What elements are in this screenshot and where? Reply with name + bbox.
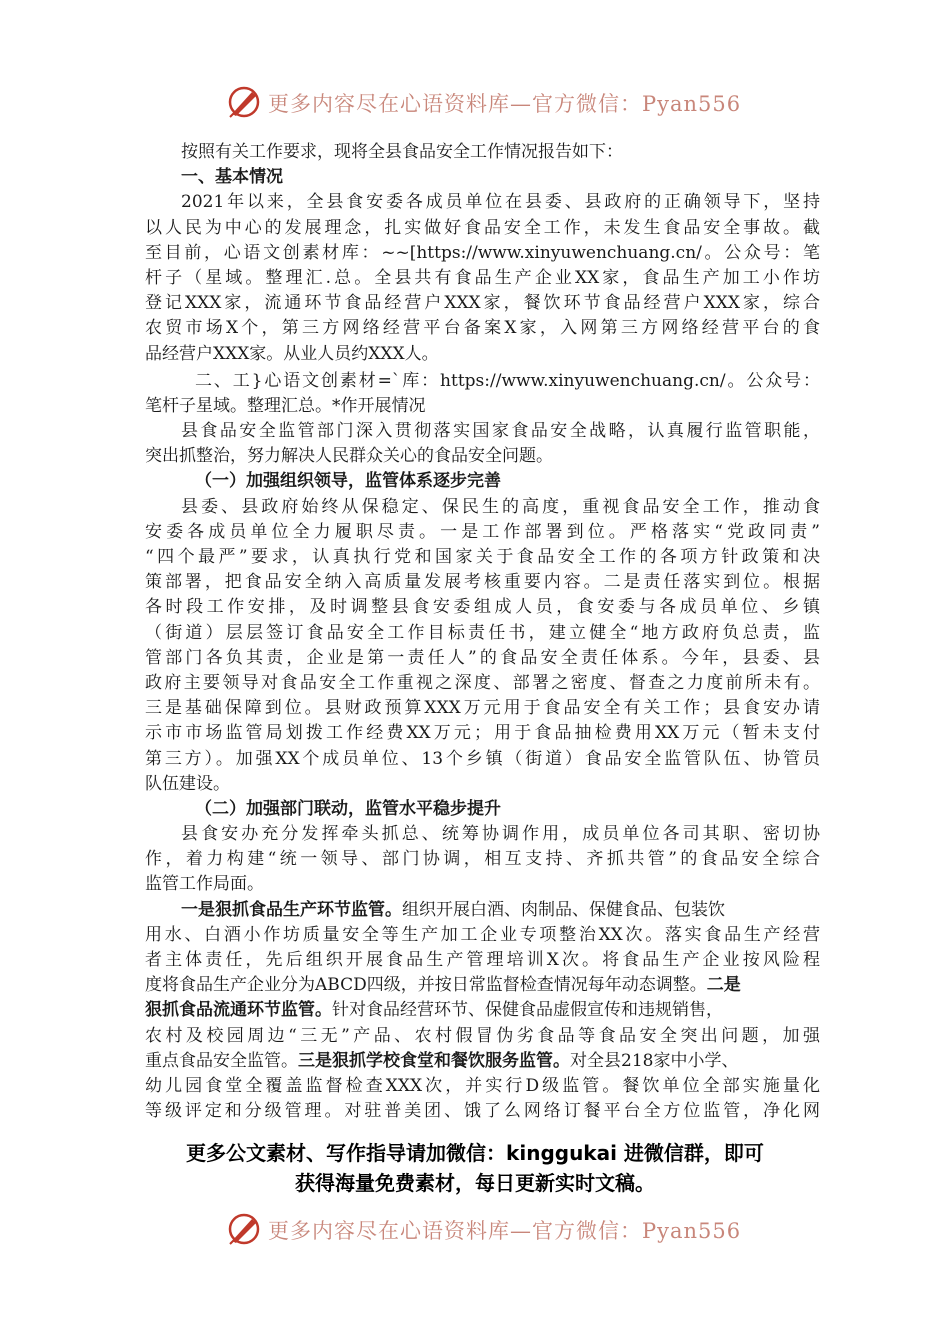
paragraph-line	[145, 898, 820, 923]
paragraph-line: 队伍建设。	[145, 773, 230, 794]
text-run: 对全县218家中小学、	[570, 1050, 739, 1071]
paragraph-line: 三是基础保障到位。县财政预算XXX万元用于食品安全有关工作；县食安办请	[145, 698, 820, 719]
promo-line-2: 获得海量免费素材，每日更新实时文稿。	[295, 1171, 655, 1195]
paragraph-line: 笔杆子星域。整理汇总。*作开展情况	[145, 395, 426, 416]
intro-line: 按照有关工作要求，现将全县食品安全工作情况报告如下：	[181, 142, 623, 162]
pen-circle-logo-icon	[226, 1211, 262, 1247]
paragraph-line: 2021年以来，全县食安委各成员单位在县委、县政府的正确领导下，坚持	[181, 192, 820, 213]
promo-banner	[0, 1138, 950, 1198]
heading-work-progress: 二、工}心语文创素材=`库：https://www.xinyuwenchuang.cn/。公众号：	[195, 370, 820, 391]
paragraph-line: 县委、县政府始终从保稳定、保民生的高度，重视食品安全工作，推动食	[181, 496, 820, 517]
paragraph-line: 县食品安全监管部门深入贯彻落实国家食品安全战略，认真履行监管职能，	[181, 421, 820, 442]
promo-line-1: 更多公文素材、写作指导请加微信：kinggukai 进微信群，即可	[186, 1141, 764, 1165]
subheading-organization: （一）加强组织领导，监管体系逐步完善	[195, 471, 501, 492]
text-run: 度将食品生产企业分为ABCD四级，并按日常监督检查情况每年动态调整。	[145, 975, 707, 996]
paragraph-line	[145, 1049, 820, 1074]
paragraph-line: 者主体责任，先后组织开展食品生产管理培训X次。将食品生产企业按风险程	[145, 950, 820, 970]
watermark-text: 更多内容尽在心语资料库—官方微信：Pyan556	[268, 1219, 742, 1243]
paragraph-line: 作，着力构建“统一领导、部门协调，相互支持、齐抓共管”的食品安全综合	[145, 849, 820, 870]
paragraph-line: 用水、白酒小作坊质量安全等生产加工企业专项整治XX次。落实食品生产经营	[145, 924, 820, 945]
paragraph-line: 政府主要领导对食品安全工作重视之深度、部署之密度、督查之力度前所未有。	[145, 672, 820, 693]
paragraph-line: 农贸市场X个，第三方网络经营平台备案X家，入网第三方网络经营平台的食	[145, 318, 820, 339]
paragraph-line: “四个最严”要求，认真执行党和国家关于食品安全工作的各项方针政策和决	[145, 547, 820, 567]
text-run: 针对食品经营环节、保健食品虚假宣传和违规销售，	[332, 1000, 723, 1021]
bold-phrase: 一是狠抓食品生产环节监管。	[181, 899, 402, 920]
text-run: 重点食品安全监管。	[145, 1050, 298, 1071]
bold-phrase: 三是狠抓学校食堂和餐饮服务监管。	[298, 1050, 570, 1071]
paragraph-line: 突出抓整治，努力解决人民群众关心的食品安全问题。	[145, 446, 553, 467]
paragraph-line: （街道）层层签订食品安全工作目标责任书，建立健全“地方政府负总责，监	[145, 622, 820, 643]
document-body	[145, 140, 820, 1124]
paragraph-line: 农村及校园周边“三无”产品、农村假冒伪劣食品等食品安全突出问题，加强	[145, 1025, 820, 1046]
paragraph-line	[145, 998, 820, 1023]
paragraph-line: 策部署，把食品安全纳入高质量发展考核重要内容。二是责任落实到位。根据	[145, 572, 820, 593]
paragraph-line: 以人民为中心的发展理念，扎实做好食品安全工作，未发生食品安全事故。截	[145, 217, 820, 238]
paragraph-line: 品经营户XXX家。从业人员约XXX人。	[145, 343, 439, 364]
paragraph-line: 等级评定和分级管理。对驻普美团、饿了么网络订餐平台全方位监管，净化网	[145, 1101, 820, 1122]
bold-phrase: 狠抓食品流通环节监管。	[145, 1000, 332, 1021]
paragraph-line: 幼儿园食堂全覆盖监督检查XXX次，并实行D级监管。餐饮单位全部实施量化	[145, 1075, 820, 1096]
heading-basic-situation: 一、基本情况	[181, 167, 283, 188]
paragraph-line: 至目前，心语文创素材库：~~[https://www.xinyuwenchuang.cn/。公众号：笔	[145, 242, 820, 263]
paragraph-line: 监管工作局面。	[145, 874, 264, 895]
paragraph-line: 示市市场监管局划拨工作经费XX万元；用于食品抽检费用XX万元（暂未支付	[145, 723, 820, 744]
paragraph-line: 各时段工作安排，及时调整县食安委组成人员，食安委与各成员单位、乡镇	[145, 597, 820, 618]
subheading-coordination: （二）加强部门联动，监管水平稳步提升	[195, 798, 501, 819]
paragraph-line: 县食安办充分发挥牵头抓总、统筹协调作用，成员单位各司其职、密切协	[181, 824, 820, 845]
paragraph-line: 杆子（星域。整理汇.总。全县共有食品生产企业XX家，食品生产加工小作坊	[145, 267, 820, 288]
footer-watermark	[0, 1209, 950, 1249]
header-watermark	[0, 82, 950, 122]
paragraph-line: 第三方）。加强XX个成员单位、13个乡镇（街道）食品安全监管队伍、协管员	[145, 748, 820, 769]
paragraph-line: 安委各成员单位全力履职尽责。一是工作部署到位。严格落实“党政同责”	[145, 521, 820, 542]
pen-circle-logo-icon	[226, 84, 262, 120]
paragraph-line: 登记XXX家，流通环节食品经营户XXX家，餐饮环节食品经营户XXX家，综合	[145, 293, 820, 314]
text-run: 组织开展白酒、肉制品、保健食品、包装饮	[402, 899, 725, 920]
paragraph-line	[145, 973, 820, 998]
paragraph-line: 管部门各负其责，企业是第一责任人”的食品安全责任体系。今年，县委、县	[145, 647, 820, 668]
watermark-text: 更多内容尽在心语资料库—官方微信：Pyan556	[268, 92, 742, 116]
bold-phrase: 二是	[706, 975, 741, 996]
